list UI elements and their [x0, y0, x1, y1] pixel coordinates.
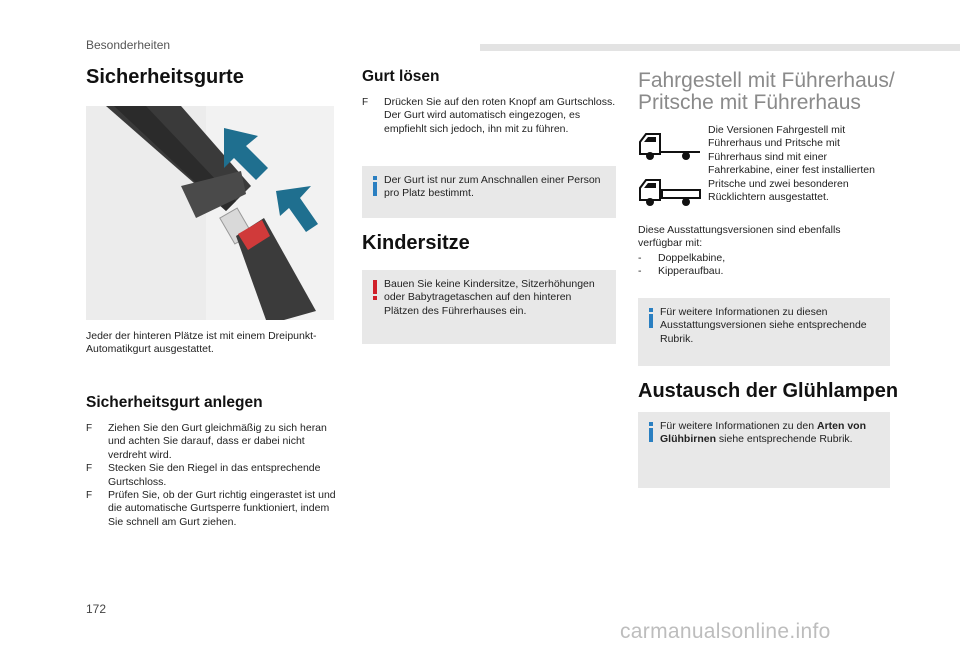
list-item: F Prüfen Sie, ob der Gurt richtig eingerastet ist und die automatische Gurtsperre funktioniert, indem Sie schnell am Gurt ziehen.	[86, 489, 336, 528]
warning-icon	[370, 280, 380, 300]
versions-info-text: Für weitere Informationen zu diesen Ausstattungsversionen siehe entsprechende Rubrik.	[660, 306, 867, 345]
page-number: 172	[86, 602, 107, 616]
info-note-text: Der Gurt ist nur zum Anschnallen einer Person pro Platz bestimmt.	[384, 174, 601, 200]
list-item: F Stecken Sie den Riegel in das entsprechende Gurtschloss.	[86, 462, 321, 488]
also-available-list	[638, 252, 878, 279]
platform-cab-icon	[636, 174, 702, 210]
warning-box-child-seats	[362, 270, 616, 344]
info-icon	[370, 176, 380, 196]
bullet-marker: F	[362, 97, 369, 108]
seatbelt-photo	[86, 106, 334, 320]
versions-text: Die Versionen Fahrgestell mit Führerhaus und Pritsche mit Führerhaus sind mit einer Fahrerkabine, einer fest installierten Pritsche und zwei besonderen Rücklichtern ausgestattet.	[708, 124, 875, 204]
seatbelt-intro: Jeder der hinteren Plätze ist mit einem Dreipunkt-Automatikgurt ausgestattet.	[86, 330, 317, 356]
seatbelt-illustration	[86, 106, 334, 320]
child-seats-title: Kindersitze	[362, 232, 470, 254]
info-box-belt	[362, 166, 616, 218]
chassis-cab-icon	[636, 128, 702, 164]
list-item: F Ziehen Sie den Gurt gleichmäßig zu sich heran und achten Sie darauf, dass er dabei nicht verdreht wird.	[86, 422, 327, 461]
seatbelts-title: Sicherheitsgurte	[86, 66, 244, 88]
bulbs-info-text: Für weitere Informationen zu den Arten von Glühbirnen siehe entsprechende Rubrik.	[660, 420, 867, 446]
fasten-belt-title: Sicherheitsgurt anlegen	[86, 394, 263, 411]
bullet-marker: F	[86, 423, 93, 434]
bullet-marker: F	[86, 463, 93, 475]
list-item: - Kipperaufbau.	[638, 265, 724, 278]
list-item: - Doppelkabine,	[638, 252, 726, 264]
release-belt-title: Gurt lösen	[362, 68, 440, 85]
release-steps-list	[362, 96, 616, 136]
info-icon	[646, 308, 656, 328]
child-warning-text: Bauen Sie keine Kindersitze, Sitzerhöhungen oder Babytragetaschen auf den hinteren Plätzen des Führerhauses ein.	[384, 278, 595, 317]
header-divider	[480, 44, 960, 51]
info-icon	[646, 422, 656, 442]
section-header: Besonderheiten	[86, 38, 171, 52]
info-box-bulbs	[638, 412, 890, 488]
list-item: F Drücken Sie auf den roten Knopf am Gurtschloss. Der Gurt wird automatisch eingezogen, es empfiehlt sich jedoch, ihn mit zu führen.	[362, 96, 616, 135]
watermark: carmanualsonline.info	[620, 620, 831, 643]
fasten-steps-list	[86, 422, 338, 529]
info-box-versions	[638, 298, 890, 366]
also-available-text: Diese Ausstattungsversionen sind ebenfalls verfügbar mit:	[638, 224, 841, 250]
bulbs-link-text: Arten von Glühbirnen	[660, 420, 867, 446]
bulbs-title: Austausch der Glühlampen	[638, 380, 899, 402]
chassis-title: Fahrgestell mit Führerhaus/ Pritsche mit Führerhaus	[638, 69, 895, 114]
bullet-marker: F	[86, 490, 93, 502]
